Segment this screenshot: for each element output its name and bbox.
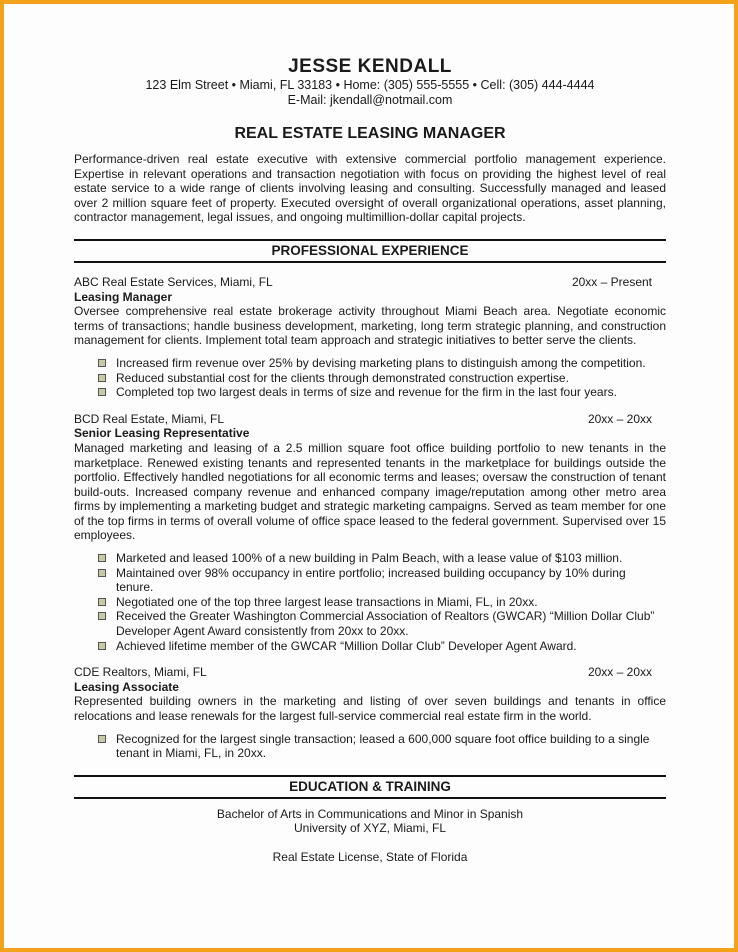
achievement-text: Achieved lifetime member of the GWCAR “Million Dollar Club” Developer Agent Award. <box>116 638 577 653</box>
square-bullet-icon <box>98 374 106 382</box>
job-entry <box>74 665 666 761</box>
job-dates: 20xx – Present <box>571 274 652 289</box>
experience-heading: PROFESSIONAL EXPERIENCE <box>74 239 666 263</box>
resume-page <box>74 56 666 865</box>
summary-paragraph: Performance-driven real estate executive with extensive commercial portfolio management experience. Expertise in relevant operations and transaction negotiation with focus on providing the highest level of real estate service to a wide range of clients involving leasing and consulting. Successfully managed and leased over 2 million square feet of property. Executed oversight of overall organizational operations, asset planning, contractor management, legal issues, and ongoing multimillion-dollar capital projects. <box>74 152 666 225</box>
job-company: BCD Real Estate, Miami, FL <box>74 411 225 426</box>
list-item <box>74 371 666 386</box>
achievement-text: Received the Greater Washington Commercial Association of Realtors (GWCAR) “Million Dollar Club” Developer Agent Award consistently from 20xx to 20xx. <box>116 609 655 639</box>
job-entry <box>74 275 666 400</box>
achievement-text: Negotiated one of the top three largest lease transactions in Miami, FL, in 20xx. <box>116 594 538 609</box>
square-bullet-icon <box>98 388 106 396</box>
square-bullet-icon <box>98 735 106 743</box>
achievement-text: Completed top two largest deals in terms of size and revenue for the firm in the last four years. <box>116 385 617 400</box>
achievement-text: Reduced substantial cost for the clients through demonstrated construction expertise. <box>116 370 569 385</box>
contact-line-email: E-Mail: jkendall@notmail.com <box>287 93 453 107</box>
achievement-list <box>74 732 666 761</box>
square-bullet-icon <box>98 359 106 367</box>
list-item <box>74 566 666 595</box>
job-title: Leasing Manager <box>74 289 173 304</box>
education-heading: EDUCATION & TRAINING <box>74 775 666 799</box>
list-item <box>74 609 666 638</box>
job-dates: 20xx – 20xx <box>587 411 652 426</box>
license: Real Estate License, State of Florida <box>272 849 468 864</box>
job-dates: 20xx – 20xx <box>587 665 652 680</box>
achievement-text: Marketed and leased 100% of a new building in Palm Beach, with a lease value of $103 million. <box>116 551 623 566</box>
resume-title: REAL ESTATE LEASING MANAGER <box>234 125 506 142</box>
square-bullet-icon <box>98 554 106 562</box>
job-entry <box>74 412 666 654</box>
job-description: Managed marketing and leasing of a 2.5 million square foot office building portfolio to new tenants in the marketplace. Renewed existing tenants and represented tenants in the marketplace for buildings outside the portfolio. Effectively handled negotiations for all economic terms and leases; oversaw the construction of tenant build-outs. Increased company revenue and enhanced company image/reputation among other metro area firms by implementing a marketing budget and strategic marketing campaigns. Served as team member for one of the top firms in terms of overall volume of office space leased to the federal government. Supervised over 15 employees. <box>74 440 666 543</box>
achievement-list <box>74 356 666 400</box>
achievement-list <box>74 551 666 653</box>
school: University of XYZ, Miami, FL <box>293 821 447 836</box>
job-description: Represented building owners in the marketing and listing of over seven buildings and tenants in office relocations and lease renewals for the largest full-service commercial real estate firm in the world. <box>74 694 666 723</box>
list-item <box>74 551 666 566</box>
square-bullet-icon <box>98 598 106 606</box>
square-bullet-icon <box>98 569 106 577</box>
candidate-name: JESSE KENDALL <box>288 56 452 77</box>
achievement-text: Recognized for the largest single transaction; leased a 600,000 square foot office building to a single tenant in Miami, FL, in 20xx. <box>116 731 650 761</box>
job-company: ABC Real Estate Services, Miami, FL <box>74 274 273 289</box>
achievement-text: Increased firm revenue over 25% by devising marketing plans to distinguish among the competition. <box>116 355 646 370</box>
square-bullet-icon <box>98 612 106 620</box>
list-item <box>74 639 666 654</box>
list-item <box>74 595 666 610</box>
contact-line-address: 123 Elm Street • Miami, FL 33183 • Home: (305) 555-5555 • Cell: (305) 444-4444 <box>145 78 595 92</box>
achievement-text: Maintained over 98% occupancy in entire portfolio; increased building occupancy by 10% during tenure. <box>116 565 626 595</box>
list-item <box>74 732 666 761</box>
list-item <box>74 356 666 371</box>
job-title: Senior Leasing Representative <box>74 426 250 441</box>
job-title: Leasing Associate <box>74 679 179 694</box>
degree: Bachelor of Arts in Communications and Minor in Spanish <box>216 806 524 821</box>
job-description: Oversee comprehensive real estate brokerage activity throughout Miami Beach area. Negotiate economic terms of transactions; handle business development, marketing, long term strategic planning, and construction management for clients. Implement total team approach and strategic initiatives to better serve the clients. <box>74 304 666 348</box>
list-item <box>74 385 666 400</box>
spacer <box>74 836 666 850</box>
education-block <box>74 807 666 865</box>
job-company: CDE Realtors, Miami, FL <box>74 665 207 680</box>
square-bullet-icon <box>98 642 106 650</box>
